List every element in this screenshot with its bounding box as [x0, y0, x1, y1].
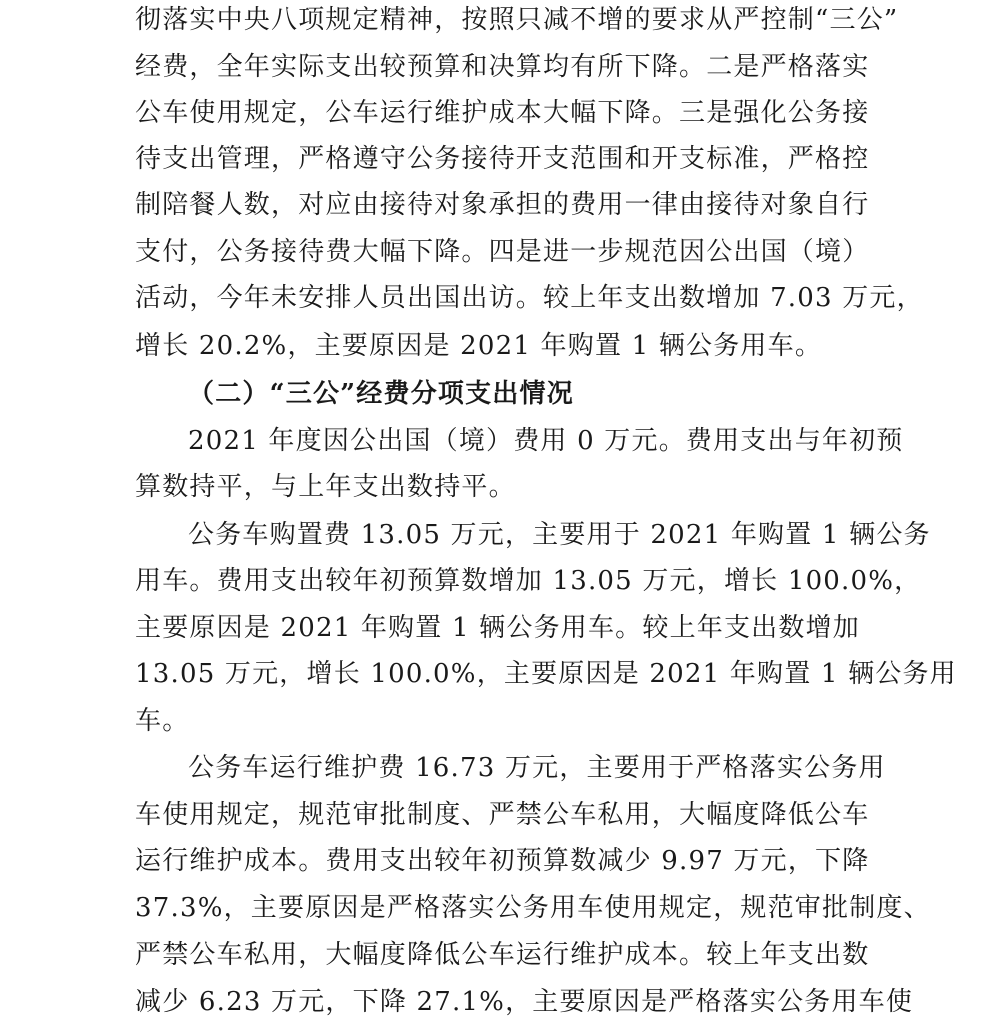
text-line: 运行维护成本。费用支出较年初预算数减少 9.97 万元，下降 — [135, 846, 870, 876]
section-heading: （二）“三公”经费分项支出情况 — [188, 379, 574, 409]
text-line: 用车。费用支出较年初预算数增加 13.05 万元，增长 100.0%， — [135, 566, 922, 596]
text-line: 制陪餐人数，对应由接待对象承担的费用一律由接待对象自行 — [135, 190, 870, 220]
text-line: 车使用规定，规范审批制度、严禁公车私用，大幅度降低公车 — [135, 800, 870, 830]
text-line: 13.05 万元，增长 100.0%，主要原因是 2021 年购置 1 辆公务用 — [135, 659, 957, 689]
text-line: 公务车购置费 13.05 万元，主要用于 2021 年购置 1 辆公务 — [188, 520, 931, 550]
text-line: 37.3%，主要原因是严格落实公务用车使用规定，规范审批制度、 — [135, 893, 931, 923]
text-line: 严禁公车私用，大幅度降低公车运行维护成本。较上年支出数 — [135, 940, 870, 970]
text-line: 公务车运行维护费 16.73 万元，主要用于严格落实公务用 — [188, 753, 886, 783]
text-line: 主要原因是 2021 年购置 1 辆公务用车。较上年支出数增加 — [135, 613, 860, 643]
text-line: 2021 年度因公出国（境）费用 0 万元。费用支出与年初预 — [188, 426, 904, 456]
text-line: 公车使用规定，公车运行维护成本大幅下降。三是强化公务接 — [135, 98, 870, 128]
text-line: 算数持平，与上年支出数持平。 — [135, 472, 516, 502]
text-line: 待支出管理，严格遵守公务接待开支范围和开支标准，严格控 — [135, 144, 870, 174]
text-line: 经费，全年实际支出较预算和决算均有所下降。二是严格落实 — [135, 52, 870, 82]
text-line: 增长 20.2%，主要原因是 2021 年购置 1 辆公务用车。 — [135, 331, 823, 361]
text-line: 彻落实中央八项规定精神，按照只减不增的要求从严控制“三公” — [135, 5, 899, 35]
text-line: 减少 6.23 万元，下降 27.1%，主要原因是严格落实公务用车使 — [135, 987, 914, 1017]
text-line: 支付，公务接待费大幅下降。四是进一步规范因公出国（境） — [135, 237, 870, 267]
text-line: 车。 — [135, 706, 190, 736]
text-line: 活动，今年未安排人员出国出访。较上年支出数增加 7.03 万元， — [135, 283, 924, 313]
